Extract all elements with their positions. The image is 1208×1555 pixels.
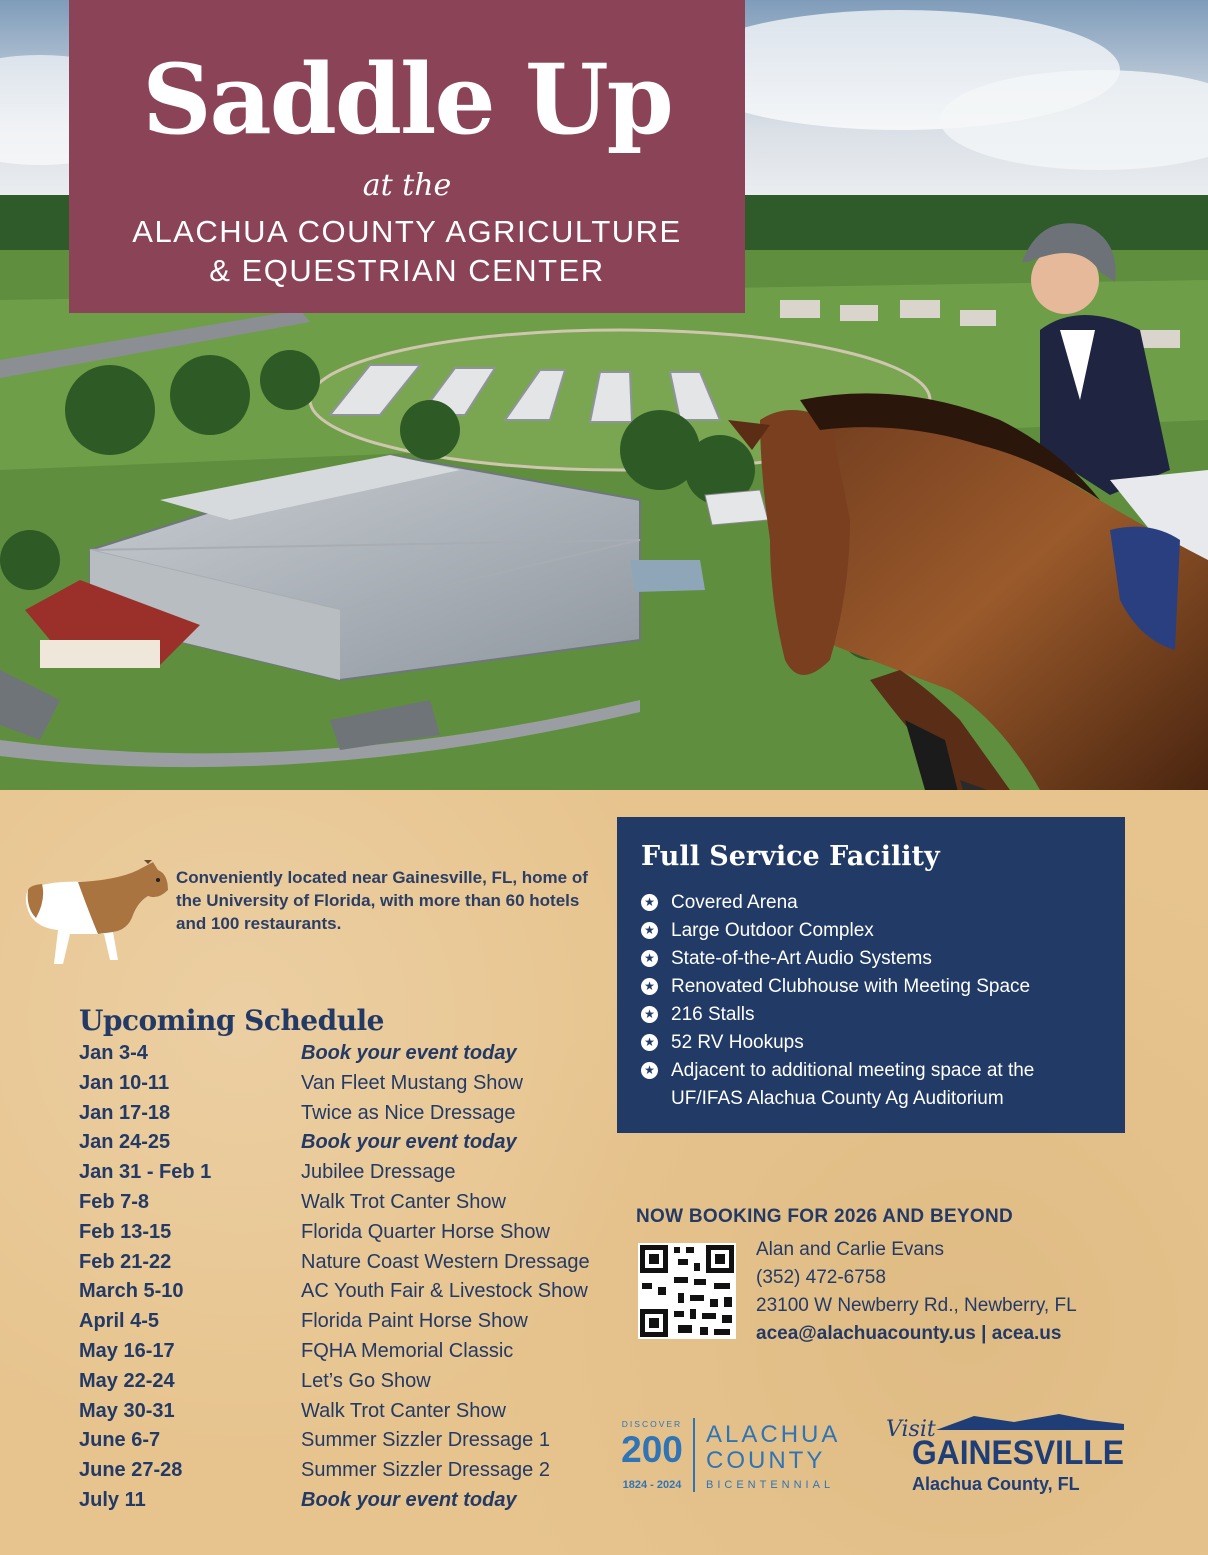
facility-item [641,1001,1111,1029]
facility-item-label: 216 Stalls [671,1004,755,1025]
schedule-row [79,1161,639,1191]
schedule-date: April 4-5 [79,1310,160,1333]
logo-alachua-county-fl: Alachua County, FL [912,1474,1080,1494]
schedule-event: Summer Sizzler Dressage 1 [301,1429,550,1452]
schedule-date: Feb 13-15 [79,1220,172,1243]
contact-email[interactable]: acea@alachuacounty.us [756,1323,976,1344]
star-bullet-icon: ★ [641,950,658,967]
schedule-event: FQHA Memorial Classic [301,1339,514,1362]
book-event-link[interactable]: Book your event today [301,1131,517,1154]
facility-item [641,1057,1111,1113]
star-bullet-icon: ★ [641,978,658,995]
facility-item-label: Covered Arena [671,892,798,913]
facility-box [617,817,1125,1133]
contact-phone[interactable]: (352) 472-6758 [756,1267,886,1288]
schedule-row [79,1489,639,1519]
schedule-row [79,1042,639,1072]
schedule-row [79,1131,639,1161]
schedule-row [79,1280,639,1310]
facility-item-label: Renovated Clubhouse with Meeting Space [671,976,1031,997]
visit-gainesville-logo [884,1410,1134,1500]
facility-item [641,973,1111,1001]
facility-item-label: 52 RV Hookups [671,1032,804,1053]
schedule-row [79,1191,639,1221]
logo-bicentennial: BICENTENNIAL [706,1479,835,1491]
schedule-row [79,1072,639,1102]
schedule-date: June 27-28 [79,1459,183,1482]
logo-alachua: ALACHUA [706,1421,841,1448]
contact-separator: | [981,1323,987,1344]
schedule-event: Florida Quarter Horse Show [301,1220,550,1243]
schedule-list [79,1042,639,1519]
schedule-date: Jan 3-4 [79,1042,148,1064]
schedule-event: Walk Trot Canter Show [301,1399,506,1422]
title-banner [69,0,745,313]
goat-icon [18,860,176,972]
facility-item [641,1029,1111,1057]
schedule-date: May 16-17 [79,1339,175,1362]
schedule-row [79,1370,639,1400]
contact-block [756,1236,1077,1348]
logo-gainesville: GAINESVILLE [912,1434,1124,1472]
schedule-event: Summer Sizzler Dressage 2 [301,1459,550,1482]
logo-200-number: 200 [621,1429,683,1470]
subtitle-line-2: & EQUESTRIAN CENTER [209,253,605,288]
schedule-event: Nature Coast Western Dressage [301,1250,590,1273]
facility-item [641,917,1111,945]
schedule-row [79,1400,639,1430]
page-title: Saddle Up [142,43,672,156]
schedule-date: May 30-31 [79,1399,175,1422]
schedule-event: Walk Trot Canter Show [301,1190,506,1213]
booking-heading: NOW BOOKING FOR 2026 AND BEYOND [636,1206,1014,1227]
schedule-date: March 5-10 [79,1280,184,1303]
facility-item-label: State-of-the-Art Audio Systems [671,948,932,969]
logo-county: COUNTY [706,1447,826,1474]
schedule-date: Jan 31 - Feb 1 [79,1161,212,1184]
title-at-the: at the [362,168,452,203]
schedule-date: Jan 24-25 [79,1131,171,1154]
star-bullet-icon: ★ [641,1006,658,1023]
schedule-row [79,1340,639,1370]
logo-years: 1824 - 2024 [622,1479,682,1491]
schedule-heading: Upcoming Schedule [79,1004,384,1037]
logo-discover: DISCOVER [621,1419,683,1429]
star-bullet-icon: ★ [641,1062,658,1079]
facility-list [641,889,1111,1113]
schedule-date: Feb 21-22 [79,1250,172,1273]
contact-names: Alan and Carlie Evans [756,1239,944,1260]
schedule-date: May 22-24 [79,1369,175,1392]
book-event-link[interactable]: Book your event today [301,1042,517,1064]
bicentennial-logo [616,1418,856,1498]
subtitle-line-1: ALACHUA COUNTY AGRICULTURE [132,214,682,249]
book-event-link[interactable]: Book your event today [301,1488,517,1511]
schedule-event: Van Fleet Mustang Show [301,1071,523,1094]
facility-item-label: Large Outdoor Complex [671,920,874,941]
facility-title: Full Service Facility [641,841,940,872]
schedule-event: Let’s Go Show [301,1369,431,1392]
star-bullet-icon: ★ [641,1034,658,1051]
intro-text: Conveniently located near Gainesville, FL, home of the University of Florida, with more than 60 hotels and 100 restaurants. [176,868,588,933]
schedule-row [79,1251,639,1281]
schedule-row [79,1459,639,1489]
schedule-date: July 11 [79,1488,146,1511]
schedule-row [79,1221,639,1251]
contact-website[interactable]: acea.us [991,1323,1062,1344]
facility-item [641,945,1111,973]
schedule-event: Twice as Nice Dressage [301,1101,516,1124]
facility-item [641,889,1111,917]
schedule-event: AC Youth Fair & Livestock Show [301,1280,588,1303]
schedule-row [79,1429,639,1459]
schedule-row [79,1310,639,1340]
schedule-date: Jan 17-18 [79,1101,171,1124]
schedule-event: Jubilee Dressage [301,1161,456,1184]
facility-item-label: Adjacent to additional meeting space at the UF/IFAS Alachua County Ag Auditorium [671,1060,1035,1109]
schedule-date: June 6-7 [79,1429,161,1452]
logo-visit: Visit [886,1417,936,1442]
star-bullet-icon: ★ [641,922,658,939]
schedule-date: Jan 10-11 [79,1071,170,1094]
schedule-row [79,1102,639,1132]
schedule-date: Feb 7-8 [79,1190,150,1213]
contact-address: 23100 W Newberry Rd., Newberry, FL [756,1295,1077,1316]
schedule-event: Florida Paint Horse Show [301,1310,528,1333]
qr-code-icon[interactable] [638,1243,736,1339]
star-bullet-icon: ★ [641,894,658,911]
